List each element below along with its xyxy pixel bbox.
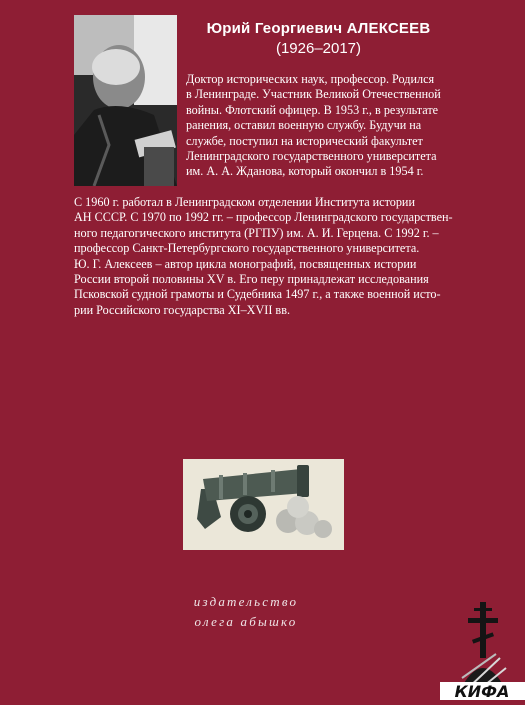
bio-paragraph-1	[186, 72, 452, 180]
publisher-line-1: издательство	[193, 594, 299, 609]
bio-line: войны. Флотский офицер. В 1953 г., в результате	[186, 102, 439, 117]
bio-line: профессор Санкт-Петербургского государственного университета.	[74, 241, 420, 256]
orthodox-cross-icon	[468, 602, 498, 658]
bio-line: ранения, оставил военную службу. Будучи на	[186, 118, 422, 133]
bio-line: С 1960 г. работал в Ленинградском отделении Института истории	[74, 195, 415, 209]
kifa-logo-text: КИФА	[454, 682, 510, 700]
author-dates: (1926–2017)	[275, 40, 362, 57]
kifa-logo	[440, 598, 525, 700]
bio-line: им. А. А. Жданова, который окончил в 1954 г.	[186, 164, 424, 179]
bio-line: в Ленинграде. Участник Великой Отечественной	[186, 87, 441, 102]
bio-line: службе, поступил на исторический факультет	[186, 133, 423, 148]
bio-line: рии Российского государства XI–XVII вв.	[74, 302, 290, 317]
bio-line: Ю. Г. Алексеев – автор цикла монографий, посвященных истории	[74, 256, 417, 271]
bio-line: Доктор исторических наук, профессор. Родился	[186, 72, 435, 86]
publisher-line-2: олега абышко	[194, 614, 298, 629]
bio-line: России второй половины XV в. Его перу принадлежат исследования	[74, 272, 429, 287]
bio-line: Ленинградского государственного университета	[186, 149, 437, 164]
cannon-illustration	[183, 459, 344, 550]
bio-line: Псковской судной грамоты и Судебника 1497 г., а также военной исто-	[74, 287, 441, 302]
publisher-logo	[176, 594, 316, 630]
author-photo	[74, 15, 177, 186]
bio-paragraph-2	[74, 195, 452, 318]
bio-line: АН СССР. С 1970 по 1992 гг. – профессор Ленинградского государствен-	[74, 210, 453, 225]
bio-line: ного педагогического института (РГПУ) им. А. И. Герцена. С 1992 г. –	[74, 225, 439, 240]
author-name: Юрий Георгиевич АЛЕКСЕЕВ	[206, 20, 431, 37]
